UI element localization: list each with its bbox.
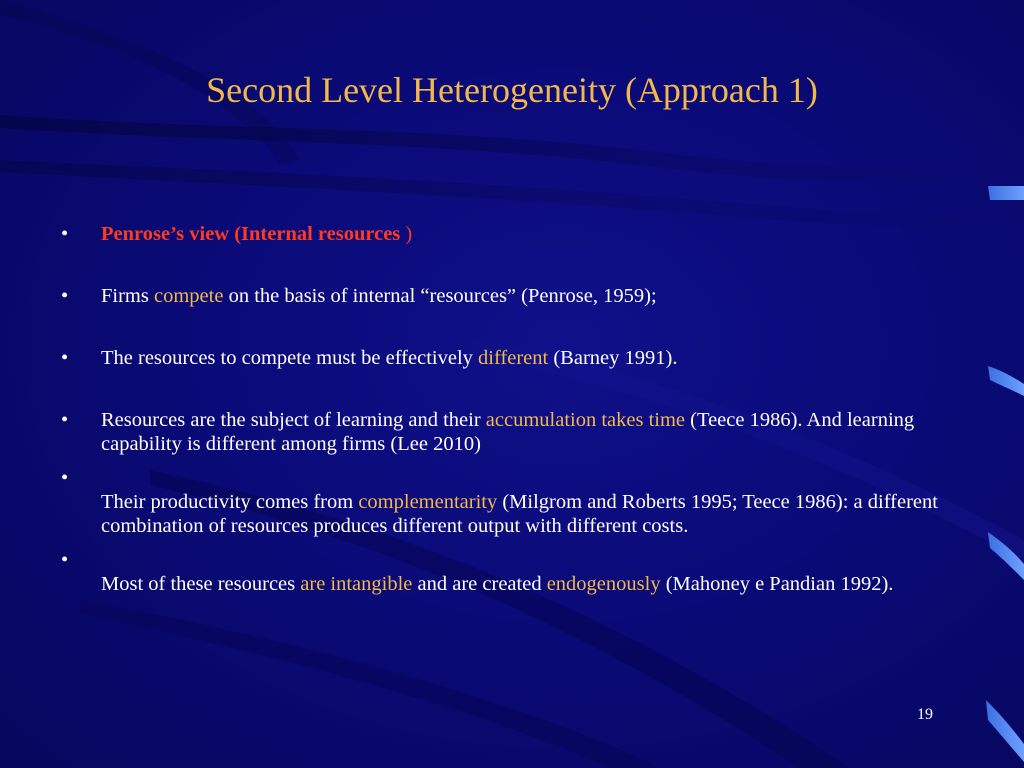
bullet-text: (Mahoney e Pandian 1992). bbox=[660, 573, 894, 595]
bullet-highlight: different bbox=[478, 347, 549, 369]
bullet-dot: • bbox=[61, 285, 69, 307]
bullet-text: Firms bbox=[101, 285, 154, 307]
bullet-item bbox=[60, 222, 940, 246]
slide-title: Second Level Heterogeneity (Approach 1) bbox=[206, 70, 818, 110]
bullet-text: (Teece 1986). And learning capability is different among firms (Lee 2010) bbox=[101, 409, 915, 455]
edge-tab-2 bbox=[988, 366, 1024, 396]
bullet-item bbox=[60, 548, 940, 596]
bullet-highlight: complementarity bbox=[358, 491, 498, 513]
edge-tab-4 bbox=[986, 700, 1024, 762]
bullet-item bbox=[60, 346, 940, 370]
bullet-dot: • bbox=[61, 347, 69, 369]
bullet-list bbox=[60, 222, 940, 596]
bullet-highlight: are intangible bbox=[300, 573, 413, 595]
bullet-text: (Milgrom and Roberts 1995; Teece 1986): a different combination of resources produces different output with different costs. bbox=[101, 491, 938, 537]
bullet-dot: • bbox=[61, 223, 69, 245]
bullet-heading: Penrose’s view (Internal resources bbox=[101, 223, 401, 245]
bullet-text: Resources are the subject of learning and their bbox=[101, 409, 486, 431]
bullet-item bbox=[60, 466, 940, 538]
bullet-item bbox=[60, 408, 940, 456]
bullet-highlight: accumulation takes time bbox=[485, 409, 686, 431]
bullet-dot: • bbox=[61, 467, 69, 489]
bullet-text: Their productivity comes from bbox=[101, 491, 359, 513]
bullet-text: on the basis of internal “resources” (Penrose, 1959); bbox=[223, 285, 657, 307]
bullet-heading-end: ) bbox=[400, 223, 413, 245]
bullet-highlight: compete bbox=[153, 285, 224, 307]
page-number: 19 bbox=[917, 706, 933, 723]
bullet-item bbox=[60, 284, 940, 308]
bullet-text: and are created bbox=[412, 573, 547, 595]
bullet-text: The resources to compete must be effectively bbox=[101, 347, 479, 369]
edge-tab-1 bbox=[988, 186, 1024, 200]
bullet-text: (Barney 1991). bbox=[548, 347, 678, 369]
bullet-highlight: endogenously bbox=[546, 573, 661, 595]
bullet-text: Most of these resources bbox=[101, 573, 301, 595]
bullet-dot: • bbox=[61, 409, 69, 431]
bullet-dot: • bbox=[61, 549, 69, 571]
